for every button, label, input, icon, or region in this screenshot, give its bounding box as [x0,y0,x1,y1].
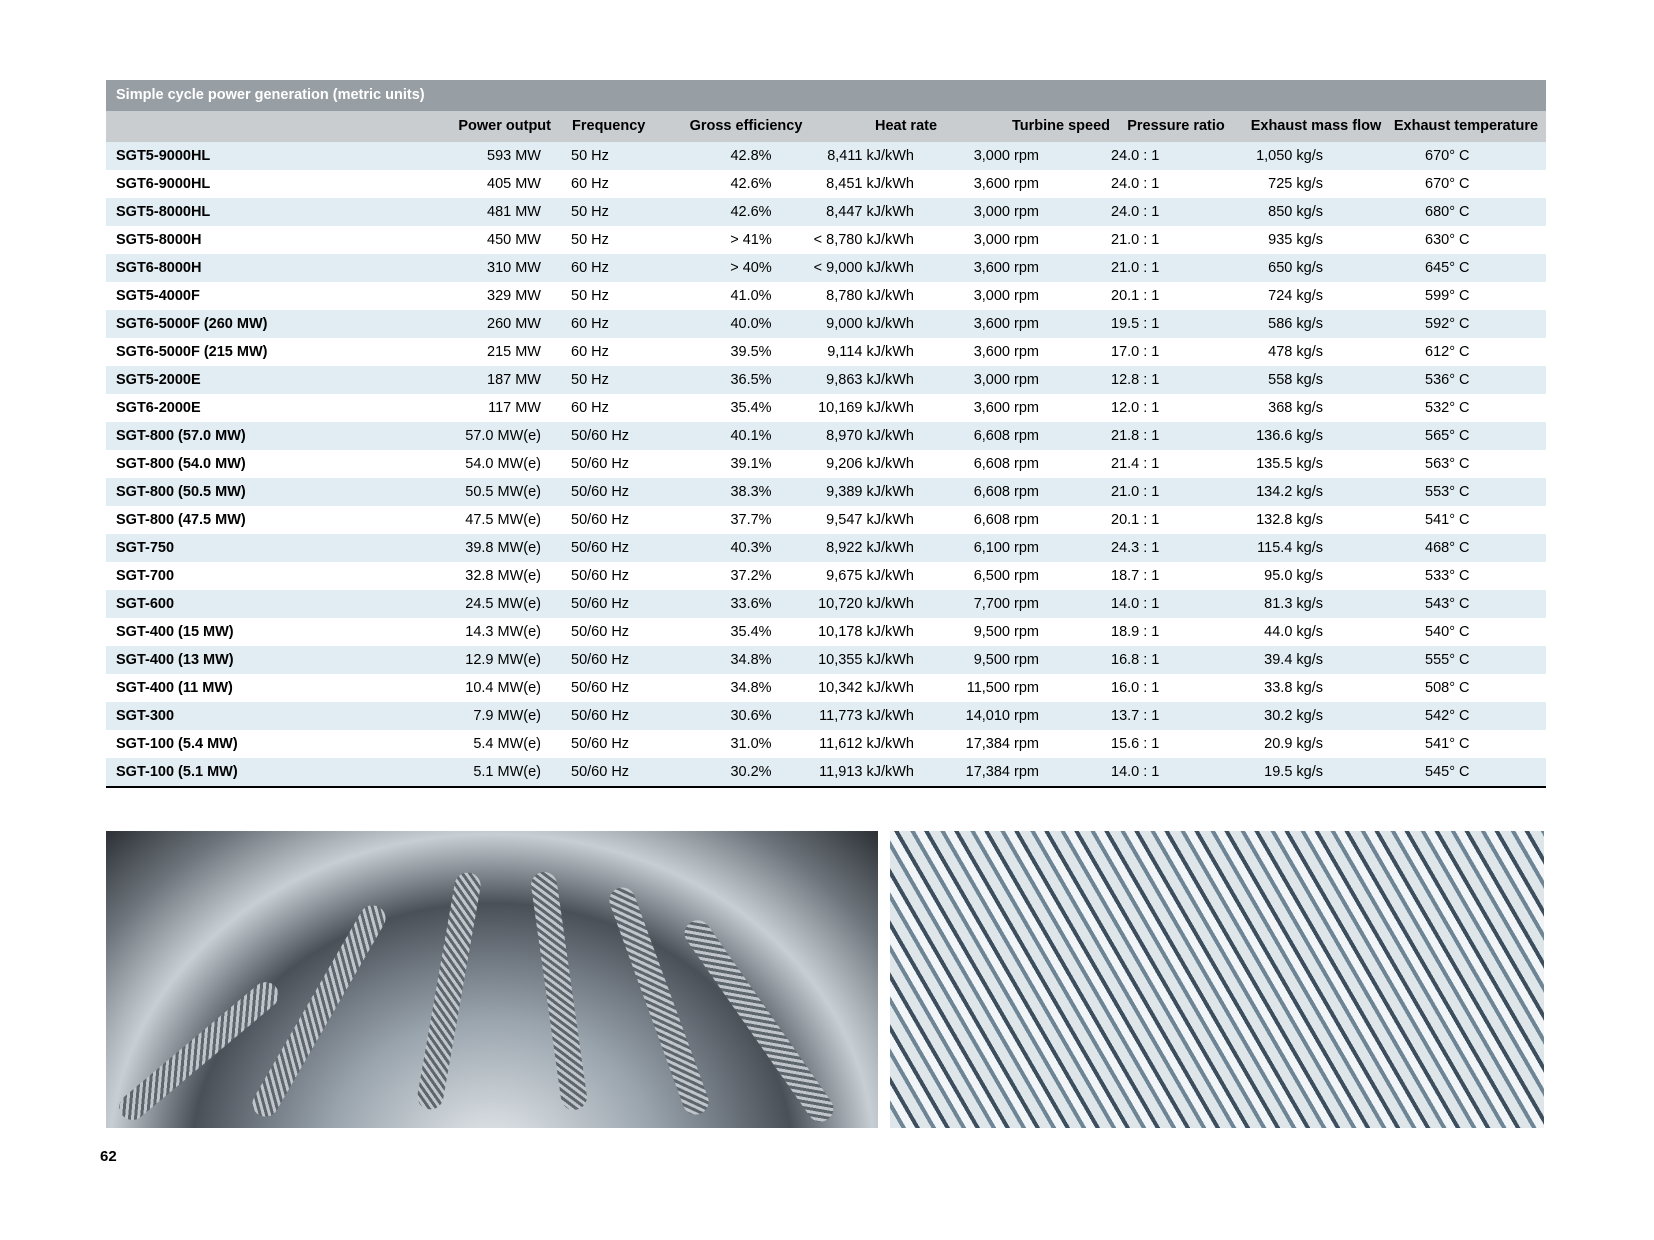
table-cell: 14,010 rpm [965,708,1039,724]
table-cell: 50/60 Hz [571,512,630,528]
table-cell: 187 MW [487,372,541,388]
column-header: Gross efficiency [689,118,803,134]
table-row [106,702,1546,730]
model-name-cell: SGT6-8000H [116,260,202,276]
model-name-cell: SGT-800 (47.5 MW) [116,512,246,528]
table-cell: 95.0 kg/s [1264,568,1323,584]
page-number: 62 [100,1148,117,1165]
table-cell: 9,863 kJ/kWh [826,372,914,388]
table-cell: 24.0 : 1 [1111,204,1160,220]
table-cell: 21.0 : 1 [1111,260,1160,276]
table-cell: > 41% [730,232,772,248]
table-cell: 12.0 : 1 [1111,400,1160,416]
table-cell: 541° C [1425,512,1470,528]
table-cell: 60 Hz [571,260,609,276]
table-cell: 593 MW [487,148,541,164]
table-cell: 650 kg/s [1268,260,1323,276]
table-cell: 50/60 Hz [571,680,630,696]
model-name-cell: SGT-400 (15 MW) [116,624,234,640]
table-cell: 6,500 rpm [973,568,1039,584]
table-cell: 6,608 rpm [973,484,1039,500]
table-cell: 532° C [1425,400,1470,416]
table-cell: 8,451 kJ/kWh [826,176,914,192]
table-cell: 541° C [1425,736,1470,752]
column-header: Exhaust temperature [1393,118,1539,134]
table-cell: 9,000 kJ/kWh [826,316,914,332]
table-cell: 34.8% [730,652,772,668]
table-cell: 136.6 kg/s [1256,428,1323,444]
table-cell: 9,547 kJ/kWh [826,512,914,528]
table-cell: 24.5 MW(e) [465,596,541,612]
table-row [106,730,1546,758]
table-cell: < 8,780 kJ/kWh [813,232,914,248]
specs-table [106,80,1546,788]
table-cell: 30.6% [730,708,772,724]
table-cell: 10,178 kJ/kWh [818,624,914,640]
table-cell: 50/60 Hz [571,540,630,556]
table-cell: 3,000 rpm [973,148,1039,164]
model-name-cell: SGT-800 (50.5 MW) [116,484,246,500]
table-cell: 12.9 MW(e) [465,652,541,668]
table-cell: 10,169 kJ/kWh [818,400,914,416]
table-cell: 50/60 Hz [571,428,630,444]
table-cell: 586 kg/s [1268,316,1323,332]
table-row [106,338,1546,366]
table-cell: 9,389 kJ/kWh [826,484,914,500]
table-cell: 18.9 : 1 [1111,624,1160,640]
table-cell: 20.1 : 1 [1111,288,1160,304]
table-cell: 540° C [1425,624,1470,640]
table-cell: 481 MW [487,204,541,220]
table-cell: 3,600 rpm [973,316,1039,332]
table-cell: 533° C [1425,568,1470,584]
table-cell: 35.4% [730,400,772,416]
table-cell: 555° C [1425,652,1470,668]
table-cell: 558 kg/s [1268,372,1323,388]
model-name-cell: SGT5-8000H [116,232,202,248]
table-cell: 19.5 : 1 [1111,316,1160,332]
table-cell: 50/60 Hz [571,484,630,500]
table-row [106,758,1546,788]
table-cell: 8,780 kJ/kWh [826,288,914,304]
table-cell: 8,922 kJ/kWh [826,540,914,556]
model-name-cell: SGT-300 [116,708,175,724]
table-cell: 8,411 kJ/kWh [827,148,914,164]
table-cell: 20.1 : 1 [1111,512,1160,528]
table-row [106,310,1546,338]
model-name-cell: SGT-100 (5.4 MW) [116,736,238,752]
table-row [106,646,1546,674]
table-cell: 17.0 : 1 [1111,344,1160,360]
table-cell: 81.3 kg/s [1264,596,1323,612]
table-cell: 3,600 rpm [973,400,1039,416]
table-cell: 30.2 kg/s [1264,708,1323,724]
model-name-cell: SGT5-9000HL [116,148,211,164]
table-row [106,562,1546,590]
model-name-cell: SGT-400 (13 MW) [116,652,234,668]
table-cell: 60 Hz [571,344,609,360]
table-cell: 592° C [1425,316,1470,332]
table-cell: 10,355 kJ/kWh [818,652,914,668]
table-cell: 5.1 MW(e) [473,764,541,780]
table-cell: 50/60 Hz [571,708,630,724]
table-cell: 536° C [1425,372,1470,388]
table-header-row [106,111,1546,142]
table-row [106,394,1546,422]
table-cell: 6,608 rpm [973,512,1039,528]
table-cell: 54.0 MW(e) [465,456,541,472]
table-cell: 60 Hz [571,400,609,416]
table-cell: 3,000 rpm [973,288,1039,304]
table-cell: 16.0 : 1 [1111,680,1160,696]
table-cell: 40.3% [730,540,772,556]
table-cell: 50/60 Hz [571,736,630,752]
table-cell: 3,600 rpm [973,260,1039,276]
table-cell: 850 kg/s [1268,204,1323,220]
table-row [106,142,1546,170]
model-name-cell: SGT-400 (11 MW) [116,680,233,696]
model-name-cell: SGT-700 [116,568,175,584]
table-cell: 3,600 rpm [973,176,1039,192]
table-cell: 3,000 rpm [973,372,1039,388]
table-cell: 33.8 kg/s [1264,680,1323,696]
table-cell: 38.3% [730,484,772,500]
table-cell: 24.0 : 1 [1111,176,1160,192]
table-cell: 7,700 rpm [973,596,1039,612]
table-cell: 117 MW [488,400,541,416]
table-cell: 508° C [1425,680,1470,696]
model-name-cell: SGT5-8000HL [116,204,211,220]
table-cell: 3,600 rpm [973,344,1039,360]
table-cell: 50.5 MW(e) [465,484,541,500]
table-cell: 47.5 MW(e) [465,512,541,528]
table-cell: 368 kg/s [1268,400,1323,416]
combustor-photo [106,831,878,1128]
table-cell: 310 MW [487,260,541,276]
table-row [106,478,1546,506]
table-cell: 542° C [1425,708,1470,724]
table-cell: 50/60 Hz [571,624,630,640]
table-cell: 6,608 rpm [973,456,1039,472]
column-header: Power output [458,118,551,134]
model-name-cell: SGT-800 (54.0 MW) [116,456,246,472]
table-cell: 563° C [1425,456,1470,472]
table-cell: 50 Hz [571,148,609,164]
table-cell: 10,720 kJ/kWh [818,596,914,612]
table-cell: < 9,000 kJ/kWh [813,260,914,276]
table-cell: 50/60 Hz [571,764,630,780]
table-cell: 14.0 : 1 [1111,596,1160,612]
table-cell: 9,675 kJ/kWh [826,568,914,584]
table-cell: 11,500 rpm [966,680,1039,696]
table-cell: 725 kg/s [1268,176,1323,192]
table-cell: 630° C [1425,232,1470,248]
table-cell: 50/60 Hz [571,652,630,668]
table-cell: 468° C [1425,540,1470,556]
table-cell: 39.4 kg/s [1264,652,1323,668]
table-cell: 329 MW [487,288,541,304]
table-cell: 35.4% [730,624,772,640]
table-row [106,534,1546,562]
table-row [106,226,1546,254]
model-name-cell: SGT-800 (57.0 MW) [116,428,246,444]
table-cell: 6,608 rpm [973,428,1039,444]
table-cell: 14.0 : 1 [1111,764,1160,780]
column-header: Heat rate [874,118,938,134]
table-cell: 24.0 : 1 [1111,148,1160,164]
table-cell: 60 Hz [571,176,609,192]
table-cell: 670° C [1425,176,1470,192]
table-cell: 545° C [1425,764,1470,780]
table-row [106,450,1546,478]
table-cell: 37.7% [730,512,772,528]
table-cell: 543° C [1425,596,1470,612]
table-cell: 680° C [1425,204,1470,220]
model-name-cell: SGT5-2000E [116,372,201,388]
table-cell: 8,447 kJ/kWh [826,204,914,220]
table-cell: 135.5 kg/s [1256,456,1323,472]
table-cell: 50/60 Hz [571,596,630,612]
model-name-cell: SGT6-5000F (215 MW) [116,344,268,360]
table-row [106,674,1546,702]
table-cell: 39.5% [730,344,772,360]
model-name-cell: SGT6-2000E [116,400,201,416]
table-title: Simple cycle power generation (metric units) [106,80,1546,111]
table-cell: 9,500 rpm [973,624,1039,640]
table-cell: 405 MW [487,176,541,192]
table-cell: 15.6 : 1 [1111,736,1160,752]
table-cell: 30.2% [730,764,772,780]
table-cell: 5.4 MW(e) [473,736,541,752]
table-cell: 24.3 : 1 [1111,540,1160,556]
table-cell: 44.0 kg/s [1264,624,1323,640]
table-cell: 260 MW [487,316,541,332]
column-header: Exhaust mass flow [1250,118,1382,134]
table-body [106,142,1546,788]
table-cell: 18.7 : 1 [1111,568,1160,584]
table-cell: 57.0 MW(e) [465,428,541,444]
model-name-cell: SGT5-4000F [116,288,200,304]
table-cell: 9,500 rpm [973,652,1039,668]
table-cell: 215 MW [487,344,541,360]
table-cell: 3,000 rpm [973,232,1039,248]
table-row [106,282,1546,310]
table-row [106,590,1546,618]
table-cell: 17,384 rpm [965,764,1039,780]
table-cell: 6,100 rpm [973,540,1039,556]
table-cell: 21.0 : 1 [1111,484,1160,500]
table-cell: 40.1% [730,428,772,444]
table-cell: 565° C [1425,428,1470,444]
model-name-cell: SGT-600 [116,596,175,612]
table-cell: 60 Hz [571,316,609,332]
table-cell: 42.6% [730,204,772,220]
model-name-cell: SGT6-5000F (260 MW) [116,316,268,332]
table-cell: 42.8% [730,148,772,164]
table-cell: 645° C [1425,260,1470,276]
table-cell: 12.8 : 1 [1111,372,1160,388]
table-row [106,198,1546,226]
turbine-blades-photo [890,831,1544,1128]
table-cell: 21.4 : 1 [1111,456,1160,472]
table-cell: 39.1% [730,456,772,472]
table-cell: 50/60 Hz [571,568,630,584]
table-cell: 20.9 kg/s [1264,736,1323,752]
table-cell: 670° C [1425,148,1470,164]
table-cell: 3,000 rpm [973,204,1039,220]
table-cell: 132.8 kg/s [1256,512,1323,528]
table-cell: 10.4 MW(e) [465,680,541,696]
table-cell: 724 kg/s [1268,288,1323,304]
column-header: Pressure ratio [1127,118,1225,134]
table-cell: 50 Hz [571,288,609,304]
table-row [106,422,1546,450]
table-cell: 21.8 : 1 [1111,428,1160,444]
table-cell: 1,050 kg/s [1256,148,1323,164]
table-cell: 32.8 MW(e) [465,568,541,584]
table-cell: 612° C [1425,344,1470,360]
table-cell: 11,612 kJ/kWh [819,736,914,752]
table-cell: 21.0 : 1 [1111,232,1160,248]
table-cell: 11,773 kJ/kWh [819,708,914,724]
column-header: Turbine speed [1011,118,1111,134]
table-cell: 41.0% [730,288,772,304]
table-cell: 50 Hz [571,204,609,220]
table-cell: 34.8% [730,680,772,696]
table-cell: 935 kg/s [1268,232,1323,248]
table-cell: 14.3 MW(e) [465,624,541,640]
table-cell: 553° C [1425,484,1470,500]
table-row [106,506,1546,534]
table-row [106,618,1546,646]
table-cell: 10,342 kJ/kWh [818,680,914,696]
table-cell: 50 Hz [571,372,609,388]
table-cell: 11,913 kJ/kWh [819,764,914,780]
table-cell: 450 MW [487,232,541,248]
table-cell: 7.9 MW(e) [473,708,541,724]
table-cell: 16.8 : 1 [1111,652,1160,668]
table-cell: 31.0% [730,736,772,752]
table-cell: 40.0% [730,316,772,332]
table-cell: 19.5 kg/s [1264,764,1323,780]
table-cell: 13.7 : 1 [1111,708,1160,724]
table-cell: 8,970 kJ/kWh [826,428,914,444]
table-cell: 9,114 kJ/kWh [827,344,914,360]
table-cell: 36.5% [730,372,772,388]
table-cell: 478 kg/s [1268,344,1323,360]
table-cell: 17,384 rpm [965,736,1039,752]
table-row [106,366,1546,394]
table-cell: > 40% [730,260,772,276]
model-name-cell: SGT-750 [116,540,175,556]
table-cell: 50 Hz [571,232,609,248]
table-cell: 134.2 kg/s [1256,484,1323,500]
table-cell: 33.6% [730,596,772,612]
model-name-cell: SGT6-9000HL [116,176,211,192]
table-cell: 50/60 Hz [571,456,630,472]
table-cell: 42.6% [730,176,772,192]
column-header: Frequency [572,118,646,134]
table-cell: 39.8 MW(e) [465,540,541,556]
table-cell: 9,206 kJ/kWh [826,456,914,472]
table-cell: 599° C [1425,288,1470,304]
table-row [106,170,1546,198]
model-name-cell: SGT-100 (5.1 MW) [116,764,238,780]
table-row [106,254,1546,282]
table-cell: 115.4 kg/s [1257,540,1323,556]
table-cell: 37.2% [730,568,772,584]
